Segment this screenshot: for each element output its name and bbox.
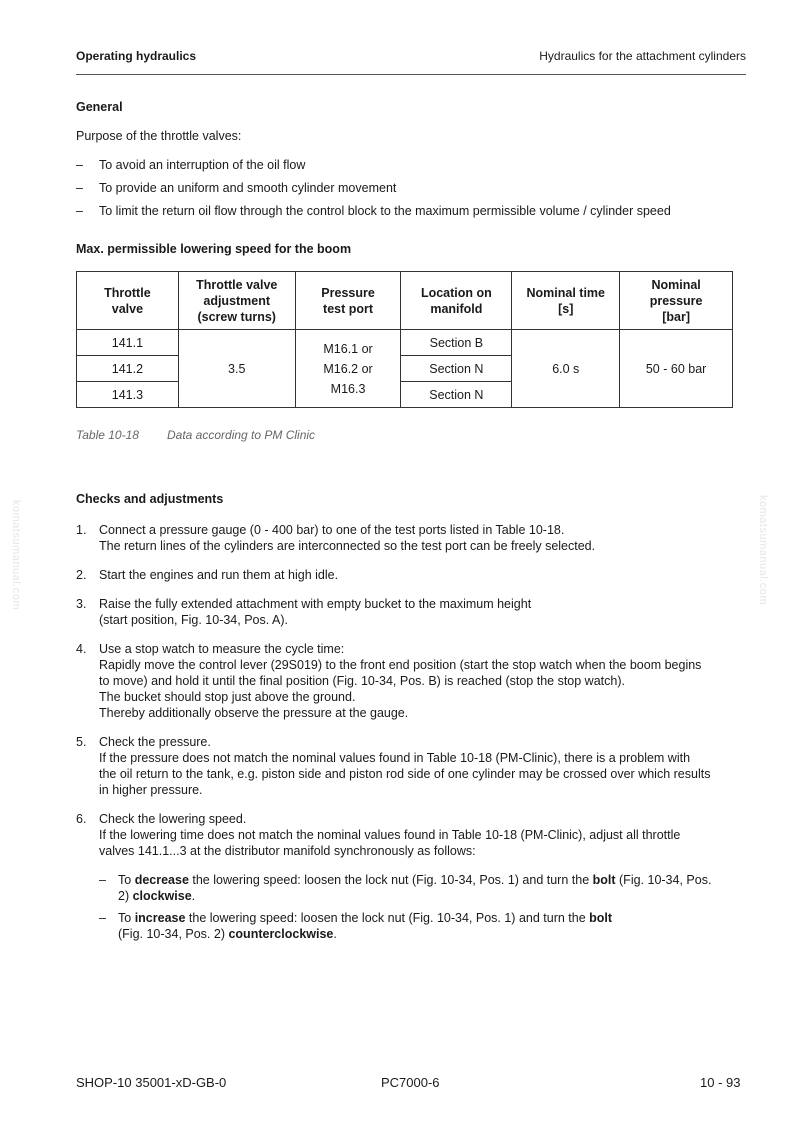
- cell-location: Section N: [401, 356, 512, 382]
- header-nominal-pressure: Nominal pressure [bar]: [620, 272, 733, 330]
- table-header-row: [77, 272, 733, 330]
- cell-adjustment: 3.5: [178, 330, 295, 408]
- table-row: [77, 330, 733, 356]
- dash-bullet: –: [99, 873, 106, 887]
- dash-bullet: –: [76, 181, 83, 195]
- step-1: 1. Connect a pressure gauge (0 - 400 bar) to one of the test ports listed in Table 10-18. The return lines of the cylinders are interconnected so the test port can be freely selected.: [76, 523, 596, 553]
- table-caption: [76, 427, 315, 443]
- header-section-title: Operating hydraulics: [76, 49, 197, 63]
- cell-nominal-time: 6.0 s: [512, 330, 620, 408]
- lowering-speed-table: [76, 271, 733, 408]
- watermark-right: komatsumanual.com: [757, 495, 769, 605]
- step-6: 6. Check the lowering speed. If the lowering time does not match the nominal values found in Table 10-18 (PM-Clinic), adjust all throttle valves 141.1...3 at the distributor manifold synchronously as follows:: [76, 812, 681, 858]
- checks-heading: Checks and adjustments: [76, 492, 224, 506]
- checks-steps: [76, 522, 748, 942]
- dash-bullet: –: [99, 911, 106, 925]
- step-number: 2.: [76, 568, 87, 582]
- sub-item-increase: – To increase the lowering speed: loosen the lock nut (Fig. 10-34, Pos. 1) and turn the bolt (Fig. 10-34, Pos. 2) counterclockwise.: [99, 911, 613, 941]
- step-3: 3. Raise the fully extended attachment with empty bucket to the maximum height (start position, Fig. 10-34, Pos. A).: [76, 597, 532, 627]
- step-4: 4. Use a stop watch to measure the cycle time: Rapidly move the control lever (29S019) to the front end position (start the stop watch when the boom begins to move) and hold it until the final position (Fig. 10-34, Pos. B) is reached (stop the stop watch). The bucket should stop just above the ground. Thereby additionally observe the pressure at the gauge.: [76, 642, 702, 720]
- header-test-port: Pressure test port: [295, 272, 401, 330]
- table-caption-text: Data according to PM Clinic: [167, 428, 316, 442]
- header-location: Location on manifold: [401, 272, 512, 330]
- step-2: 2. Start the engines and run them at high idle.: [76, 568, 339, 582]
- cell-valve: 141.2: [77, 356, 179, 382]
- footer-model: PC7000-6: [381, 1075, 440, 1090]
- purpose-item-text: To limit the return oil flow through the control block to the maximum permissible volume / cylinder speed: [99, 204, 671, 218]
- step-number: 4.: [76, 642, 87, 656]
- header-adjustment: Throttle valve adjustment (screw turns): [178, 272, 295, 330]
- cell-valve: 141.1: [77, 330, 179, 356]
- footer-doc-id: SHOP-10 35001-xD-GB-0: [76, 1075, 227, 1090]
- cell-nominal-pressure: 50 - 60 bar: [620, 330, 733, 408]
- purpose-item-text: To avoid an interruption of the oil flow: [99, 158, 306, 172]
- dash-bullet: –: [76, 204, 83, 218]
- cell-location: Section B: [401, 330, 512, 356]
- footer-page-number: 10 - 93: [700, 1075, 741, 1090]
- table-caption-number: Table 10-18: [76, 428, 139, 442]
- cell-test-port: M16.1 or M16.2 or M16.3: [295, 330, 401, 408]
- header-throttle-valve: Throttle valve: [77, 272, 179, 330]
- table-heading: Max. permissible lowering speed for the boom: [76, 242, 352, 256]
- cell-valve: 141.3: [77, 382, 179, 408]
- header-chapter-title: Hydraulics for the attachment cylinders: [539, 49, 746, 63]
- step-number: 6.: [76, 812, 87, 826]
- step-number: 1.: [76, 523, 87, 537]
- sub-item-decrease: – To decrease the lowering speed: loosen the lock nut (Fig. 10-34, Pos. 1) and turn the bolt (Fig. 10-34, Pos. 2) clockwise.: [99, 873, 712, 903]
- step-number: 3.: [76, 597, 87, 611]
- dash-bullet: –: [76, 158, 83, 172]
- header-nominal-time: Nominal time [s]: [512, 272, 620, 330]
- header-divider: [76, 74, 746, 75]
- general-intro: Purpose of the throttle valves:: [76, 129, 242, 143]
- cell-location: Section N: [401, 382, 512, 408]
- watermark-left: komatsumanual.com: [10, 500, 22, 610]
- general-heading: General: [76, 100, 123, 114]
- purpose-item-text: To provide an uniform and smooth cylinder movement: [99, 181, 397, 195]
- step-number: 5.: [76, 735, 87, 749]
- step-5: 5. Check the pressure. If the pressure does not match the nominal values found in Table 10-18 (PM-Clinic), there is a problem with the oil return to the tank, e.g. piston side and piston rod side of one cylinder may be crossed over which results in higher pressure.: [76, 735, 711, 797]
